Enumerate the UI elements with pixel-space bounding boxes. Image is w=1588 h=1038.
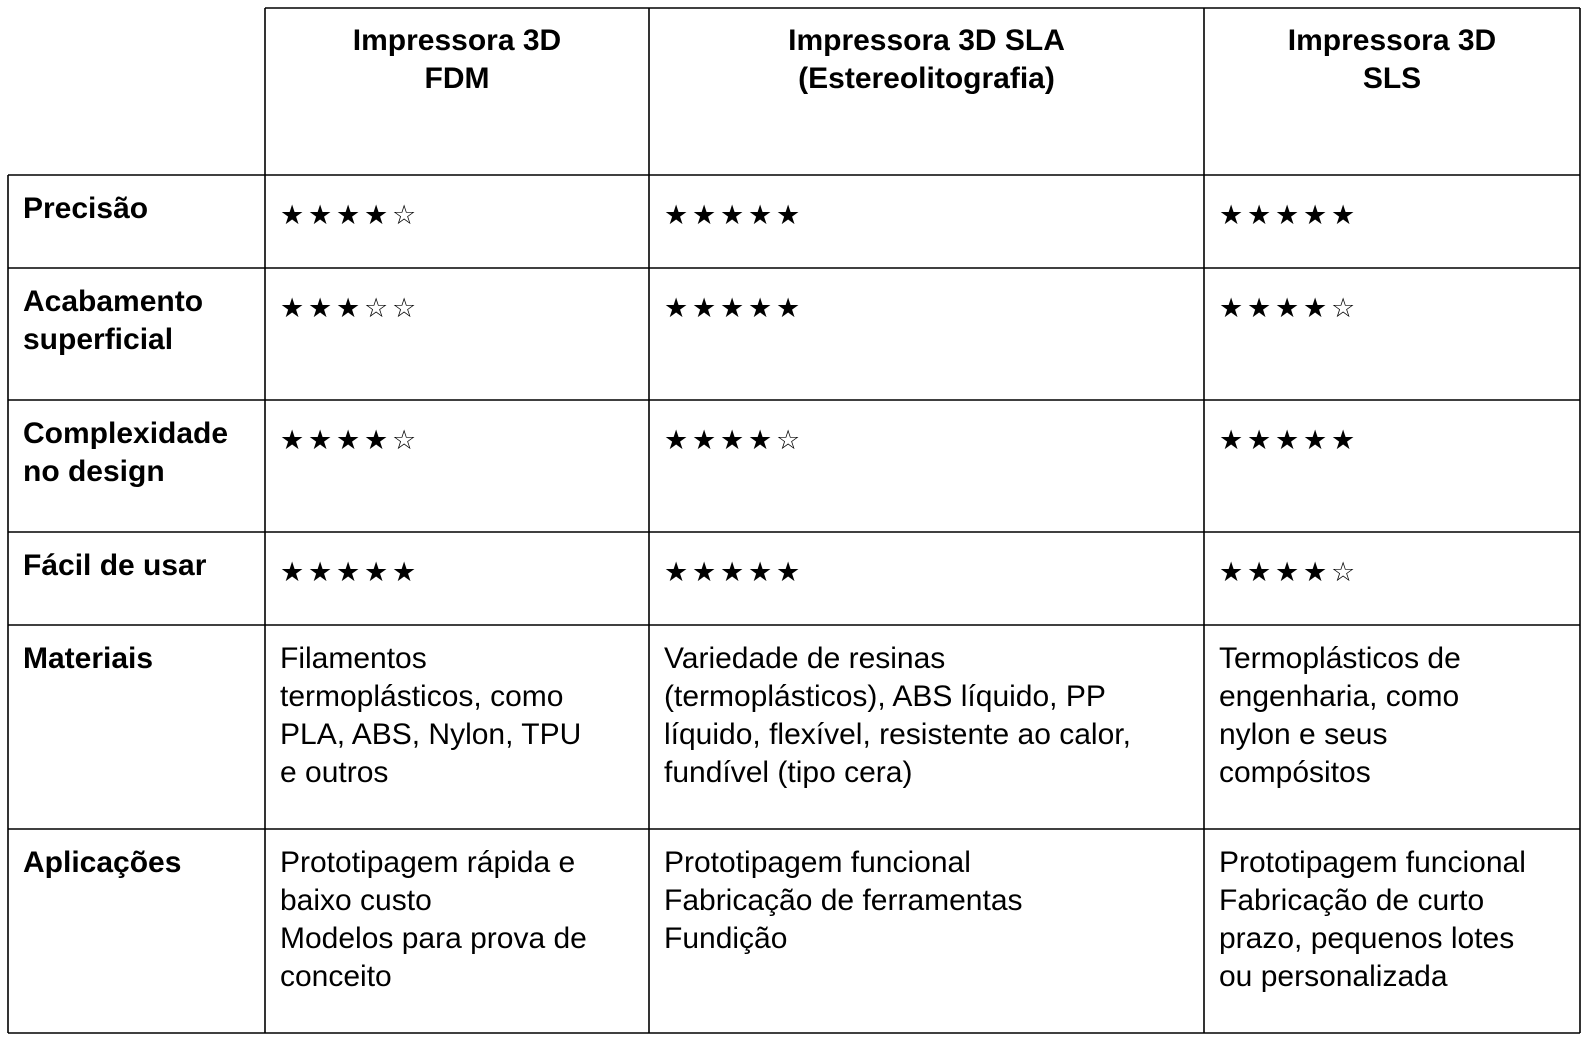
cell-line: Fabricação de ferramentas (664, 884, 1023, 917)
cell-line: termoplásticos, como (280, 680, 564, 713)
header-line: Impressora 3D (1287, 24, 1497, 57)
cell-line: PLA, ABS, Nylon, TPU (280, 718, 582, 751)
star-empty-icon: ☆ (364, 293, 389, 324)
star-filled-icon: ★ (720, 293, 745, 324)
applications-cell-sla (664, 844, 1023, 958)
star-filled-icon: ★ (336, 200, 361, 231)
header-line: Impressora 3D (352, 24, 562, 57)
applications-cell-fdm (280, 844, 587, 996)
star-filled-icon: ★ (664, 557, 689, 588)
star-filled-icon: ★ (1275, 200, 1300, 231)
star-empty-icon: ☆ (1331, 557, 1356, 588)
star-filled-icon: ★ (1275, 425, 1300, 456)
star-filled-icon: ★ (692, 425, 717, 456)
star-empty-icon: ☆ (392, 425, 417, 456)
row-label-precisao (23, 190, 148, 228)
star-filled-icon: ★ (1331, 200, 1356, 231)
star-filled-icon: ★ (776, 293, 801, 324)
star-empty-icon: ☆ (392, 293, 417, 324)
star-filled-icon: ★ (308, 557, 333, 588)
star-filled-icon: ★ (1219, 293, 1244, 324)
rating-stars (664, 422, 804, 460)
star-filled-icon: ★ (1303, 425, 1328, 456)
column-header-sls (1204, 22, 1580, 98)
star-filled-icon: ★ (720, 200, 745, 231)
star-filled-icon: ★ (308, 293, 333, 324)
star-filled-icon: ★ (364, 200, 389, 231)
star-filled-icon: ★ (1219, 200, 1244, 231)
cell-line: e outros (280, 756, 389, 789)
materials-cell-fdm (280, 640, 581, 792)
cell-line: ou personalizada (1219, 960, 1448, 993)
star-filled-icon: ★ (776, 557, 801, 588)
star-filled-icon: ★ (748, 293, 773, 324)
row-label-line: Fácil de usar (23, 549, 207, 582)
cell-line: prazo, pequenos lotes (1219, 922, 1515, 955)
star-empty-icon: ☆ (392, 200, 417, 231)
rating-stars (664, 554, 804, 592)
star-filled-icon: ★ (748, 557, 773, 588)
row-label-complexidade (23, 415, 228, 491)
star-empty-icon: ☆ (776, 425, 801, 456)
cell-line: nylon e seus (1219, 718, 1388, 751)
star-filled-icon: ★ (336, 557, 361, 588)
star-filled-icon: ★ (1247, 557, 1272, 588)
row-label-line: Complexidade (23, 417, 229, 450)
star-filled-icon: ★ (720, 557, 745, 588)
star-filled-icon: ★ (1247, 200, 1272, 231)
star-filled-icon: ★ (1303, 293, 1328, 324)
cell-line: Filamentos (280, 642, 427, 675)
rating-stars (664, 197, 804, 235)
cell-line: baixo custo (280, 884, 432, 917)
rating-stars (280, 197, 420, 235)
star-filled-icon: ★ (280, 200, 305, 231)
star-filled-icon: ★ (748, 200, 773, 231)
row-label-line: Materiais (23, 642, 154, 675)
star-filled-icon: ★ (1303, 200, 1328, 231)
row-label-line: Precisão (23, 192, 149, 225)
cell-line: líquido, flexível, resistente ao calor, (664, 718, 1131, 751)
cell-line: compósitos (1219, 756, 1371, 789)
star-filled-icon: ★ (280, 293, 305, 324)
row-label-line: superficial (23, 323, 174, 356)
star-filled-icon: ★ (364, 425, 389, 456)
cell-line: Termoplásticos de (1219, 642, 1461, 675)
rating-stars (280, 290, 420, 328)
star-filled-icon: ★ (664, 425, 689, 456)
star-filled-icon: ★ (308, 425, 333, 456)
star-filled-icon: ★ (1331, 425, 1356, 456)
cell-line: fundível (tipo cera) (664, 756, 913, 789)
row-label-line: Aplicações (23, 846, 182, 879)
star-filled-icon: ★ (748, 425, 773, 456)
row-label-facil-de-usar (23, 547, 206, 585)
row-label-acabamento (23, 283, 203, 359)
star-filled-icon: ★ (1247, 293, 1272, 324)
cell-line: Fabricação de curto (1219, 884, 1485, 917)
header-line: SLS (1362, 62, 1422, 95)
star-filled-icon: ★ (1247, 425, 1272, 456)
cell-line: Modelos para prova de (280, 922, 587, 955)
star-filled-icon: ★ (336, 425, 361, 456)
row-label-line: no design (23, 455, 165, 488)
star-filled-icon: ★ (776, 200, 801, 231)
header-line: (Estereolitografia) (798, 62, 1055, 95)
row-label-line: Acabamento (23, 285, 204, 318)
cell-line: Variedade de resinas (664, 642, 946, 675)
star-filled-icon: ★ (692, 200, 717, 231)
star-filled-icon: ★ (1303, 557, 1328, 588)
star-filled-icon: ★ (720, 425, 745, 456)
star-filled-icon: ★ (364, 557, 389, 588)
star-filled-icon: ★ (280, 425, 305, 456)
column-header-fdm (265, 22, 649, 98)
rating-stars (280, 422, 420, 460)
materials-cell-sla (664, 640, 1131, 792)
cell-line: Prototipagem funcional (1219, 846, 1526, 879)
star-filled-icon: ★ (336, 293, 361, 324)
cell-line: Fundição (664, 922, 788, 955)
header-line: Impressora 3D SLA (788, 24, 1065, 57)
rating-stars (1219, 290, 1359, 328)
star-filled-icon: ★ (1219, 425, 1244, 456)
star-filled-icon: ★ (392, 557, 417, 588)
rating-stars (1219, 422, 1359, 460)
row-label-aplicacoes (23, 844, 181, 882)
rating-stars (280, 554, 420, 592)
cell-line: conceito (280, 960, 392, 993)
cell-line: (termoplásticos), ABS líquido, PP (664, 680, 1106, 713)
column-header-sla (649, 22, 1204, 98)
rating-stars (664, 290, 804, 328)
star-filled-icon: ★ (308, 200, 333, 231)
star-filled-icon: ★ (280, 557, 305, 588)
header-line: FDM (424, 62, 490, 95)
star-empty-icon: ☆ (1331, 293, 1356, 324)
star-filled-icon: ★ (664, 293, 689, 324)
applications-cell-sls (1219, 844, 1526, 996)
rating-stars (1219, 554, 1359, 592)
star-filled-icon: ★ (664, 200, 689, 231)
row-label-materiais (23, 640, 153, 678)
star-filled-icon: ★ (692, 557, 717, 588)
rating-stars (1219, 197, 1359, 235)
cell-line: Prototipagem funcional (664, 846, 971, 879)
star-filled-icon: ★ (1275, 293, 1300, 324)
star-filled-icon: ★ (1275, 557, 1300, 588)
star-filled-icon: ★ (1219, 557, 1244, 588)
cell-line: Prototipagem rápida e (280, 846, 576, 879)
materials-cell-sls (1219, 640, 1461, 792)
star-filled-icon: ★ (692, 293, 717, 324)
cell-line: engenharia, como (1219, 680, 1460, 713)
